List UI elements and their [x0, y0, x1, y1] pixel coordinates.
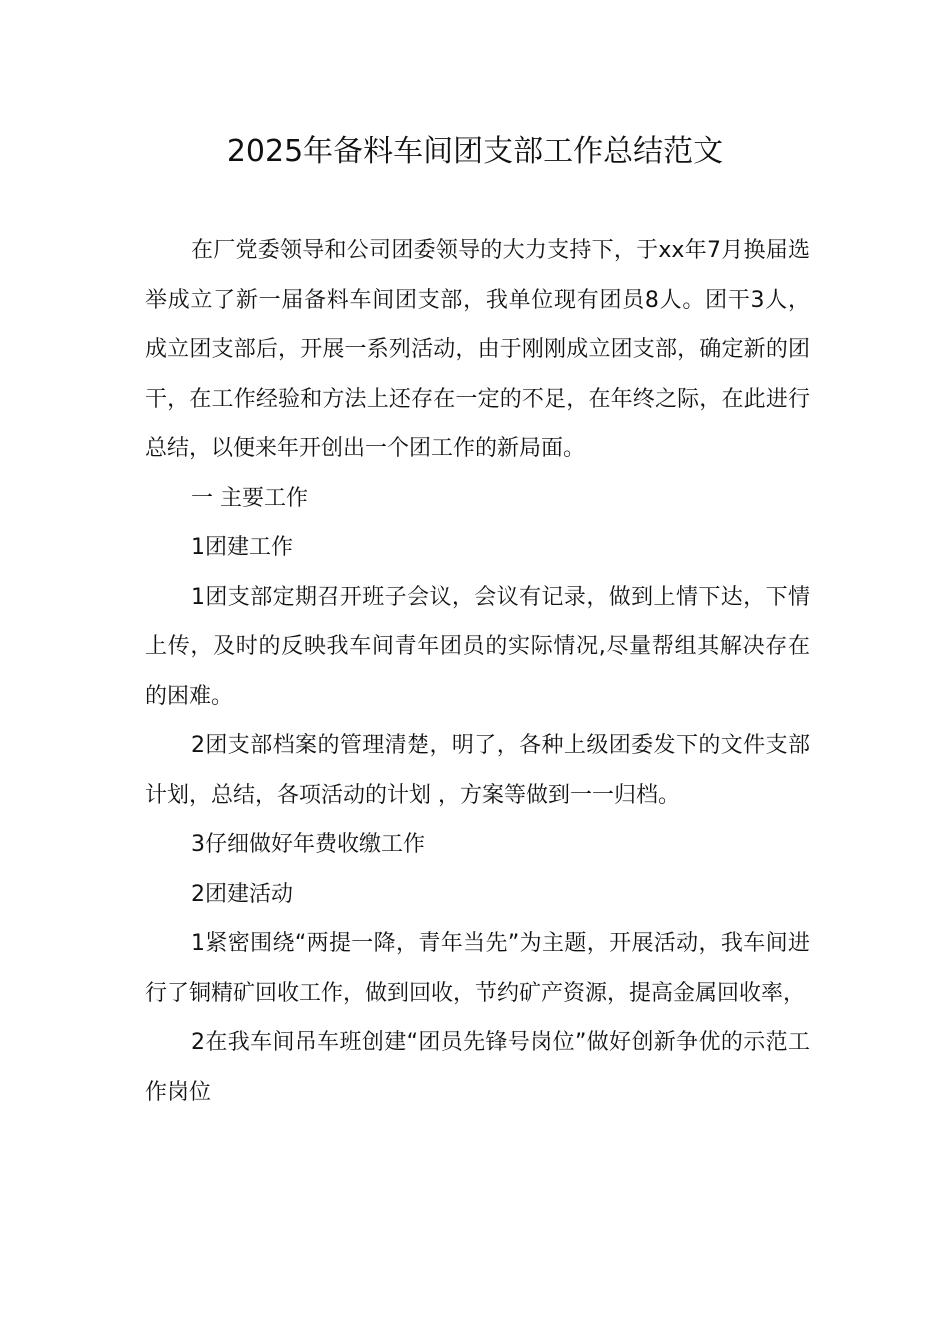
paragraph-activity-1: 1紧密围绕“两提一降，青年当先”为主题，开展活动，我车间进行了铜精矿回收工作，做到回收，节约矿产资源，提高金属回收率， — [145, 931, 810, 1006]
document-title: 2025年备料车间团支部工作总结范文 — [226, 134, 724, 169]
document-body — [145, 226, 810, 1117]
paragraph-intro: 在厂党委领导和公司团委领导的大力支持下，于xx年7月换届选举成立了新一届备料车间团支部，我单位现有团员8人。团干3人，成立团支部后，开展一系列活动，由于刚刚成立团支部，确定新的团干，在工作经验和方法上还存在一定的不足，在年终之际，在此进行总结，以便来年开创出一个团工作的新局面。 — [145, 238, 810, 461]
section-heading-main-work: 一 主要工作 — [191, 485, 308, 511]
paragraph-item-2: 2团支部档案的管理清楚，明了，各种上级团委发下的文件支部计划，总结，各项活动的计划 ，方案等做到一一归档。 — [145, 733, 810, 808]
subsection-heading-league-building: 1团建工作 — [191, 535, 293, 560]
paragraph-activity-2: 2在我车间吊车班创建“团员先锋号岗位”做好创新争优的示范工作岗位 — [145, 1030, 810, 1105]
paragraph-item-1: 1团支部定期召开班子会议，会议有记录，做到上情下达，下情上传，及时的反映我车间青年团员的实际情况,尽量帮组其解决存在的困难。 — [145, 584, 810, 709]
subsection-heading-league-activities: 2团建活动 — [191, 881, 293, 907]
paragraph-item-3: 3仔细做好年费收缴工作 — [191, 832, 425, 857]
